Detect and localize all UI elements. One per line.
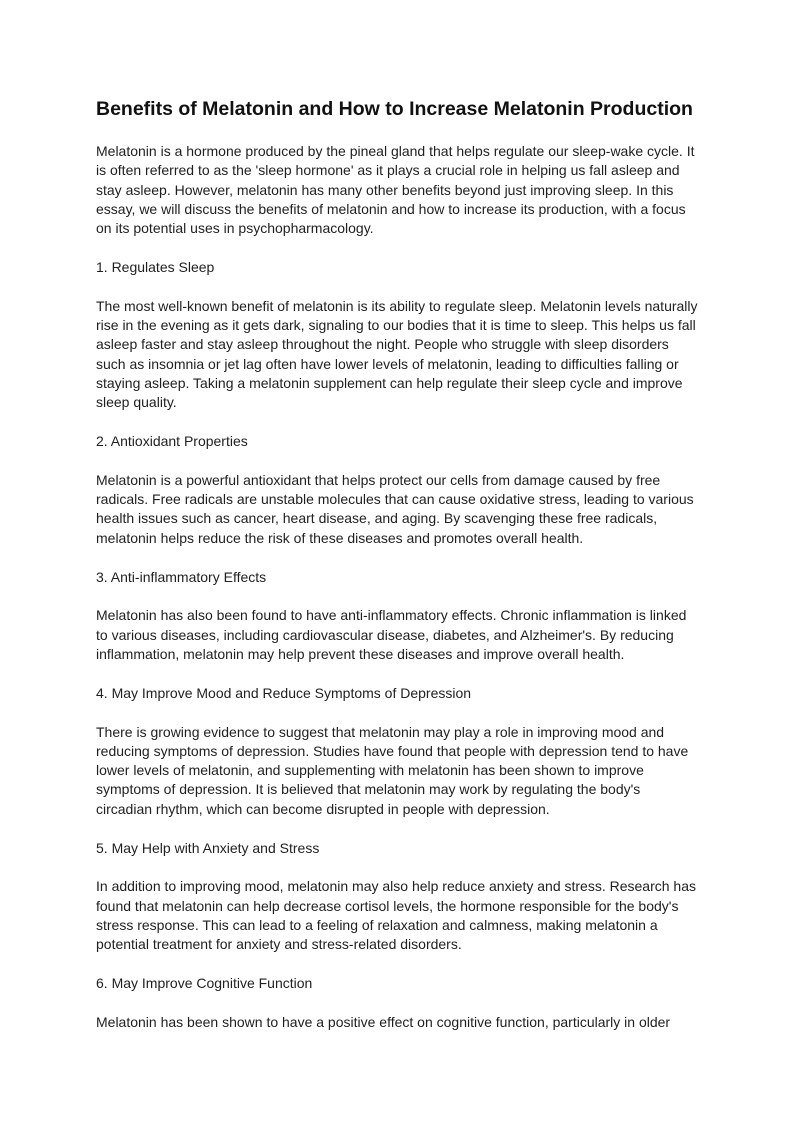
section-heading-mood-depression: 4. May Improve Mood and Reduce Symptoms of Depression xyxy=(96,684,472,701)
section-body-anxiety-stress: In addition to improving mood, melatonin may also help reduce anxiety and stress. Research has found that melatonin can help decrease cortisol levels, the hormone responsible for the body's stress response. This can lead to a feeling of relaxation and calmness, making melatonin a potential treatment for anxiety and stress-related disorders. xyxy=(96,878,696,953)
section-heading-cognitive-function: 6. May Improve Cognitive Function xyxy=(96,975,313,991)
section-body-anti-inflammatory: Melatonin has also been found to have anti-inflammatory effects. Chronic inflammation is linked to various diseases, including cardiovascular disease, diabetes, and Alzheimer's. By reducing inflammation, melatonin may help prevent these diseases and improve overall health. xyxy=(96,607,687,662)
section-heading-regulates-sleep: 1. Regulates Sleep xyxy=(96,258,215,275)
section-body-antioxidant: Melatonin is a powerful antioxidant that helps protect our cells from damage caused by free radicals. Free radicals are unstable molecules that can cause oxidative stress, leading to various health issues such as cancer, heart disease, and aging. By scavenging these free radicals, melatonin helps reduce the risk of these diseases and promotes overall health. xyxy=(96,471,694,546)
section-heading-antioxidant: 2. Antioxidant Properties xyxy=(96,433,248,450)
section-heading-anti-inflammatory: 3. Anti-inflammatory Effects xyxy=(96,568,267,585)
section-body-mood-depression: There is growing evidence to suggest that melatonin may play a role in improving mood and reducing symptoms of depression. Studies have found that people with depression tend to have lower levels of melatonin, and supplementing with melatonin has been shown to improve symptoms of depression. It is believed that melatonin may work by regulating the body's circadian rhythm, which can become disrupted in people with depression. xyxy=(96,723,689,817)
section-body-cognitive-function: Melatonin has been shown to have a positive effect on cognitive function, particularly in older xyxy=(96,1013,671,1030)
section-body-regulates-sleep: The most well-known benefit of melatonin is its ability to regulate sleep. Melatonin levels naturally rise in the evening as it gets dark, signaling to our bodies that it is time to sleep. This helps us fall asleep faster and stay asleep throughout the night. People who struggle with sleep disorders such as insomnia or jet lag often have lower levels of melatonin, leading to difficulties falling or staying asleep. Taking a melatonin supplement can help regulate their sleep cycle and improve sleep quality. xyxy=(96,297,698,411)
section-heading-anxiety-stress: 5. May Help with Anxiety and Stress xyxy=(96,839,320,856)
intro-paragraph: Melatonin is a hormone produced by the pineal gland that helps regulate our sleep-wake cycle. It is often referred to as the 'sleep hormone' as it plays a crucial role in helping us fall asleep and stay asleep. However, melatonin has many other benefits beyond just improving sleep. In this essay, we will discuss the benefits of melatonin and how to increase its production, with a focus on its potential uses in psychopharmacology. xyxy=(96,143,695,237)
document-title: Benefits of Melatonin and How to Increase Melatonin Production xyxy=(96,98,693,120)
